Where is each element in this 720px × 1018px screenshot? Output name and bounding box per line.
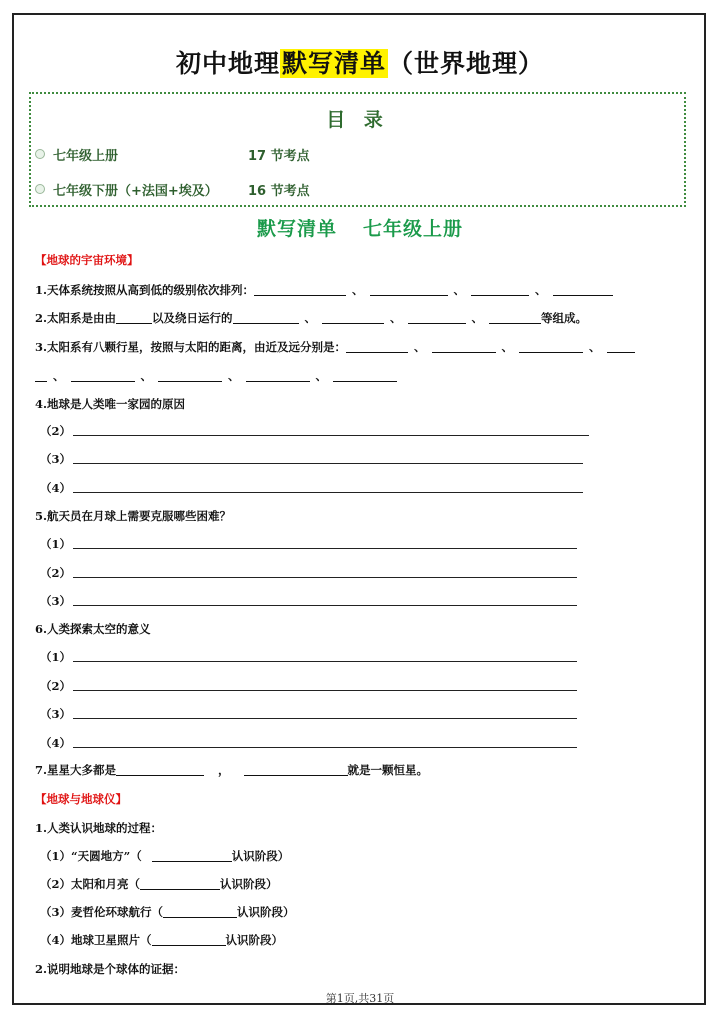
answer-blank[interactable]	[233, 311, 299, 324]
question-text: 2.太阳系是由由	[35, 311, 117, 325]
toc-heading: 目 录	[326, 109, 389, 131]
toc-item-count: 17 节考点	[248, 149, 310, 164]
toc-item-label: 七年级上册	[53, 149, 119, 164]
section-title-part1: 默写清单	[256, 218, 337, 240]
answer-blank[interactable]	[244, 763, 348, 776]
answer-label: （4）	[40, 481, 72, 495]
answer-label: （4）	[40, 736, 72, 750]
answer-line[interactable]	[73, 435, 589, 436]
toc-item-label: 七年级下册（+法国+埃及）	[53, 184, 218, 199]
answer-blank[interactable]	[553, 283, 613, 296]
answer-blank[interactable]	[408, 311, 466, 324]
title-suffix: （世界地理）	[388, 49, 545, 78]
answer-blank[interactable]	[158, 369, 222, 382]
section-title-part2: 七年级上册	[363, 218, 464, 240]
answer-line[interactable]	[73, 492, 583, 493]
answer-line[interactable]	[73, 577, 577, 578]
answer-blank[interactable]	[471, 283, 529, 296]
answer-blank[interactable]	[607, 340, 635, 353]
question-text: 7.星星大多都是	[35, 763, 117, 777]
answer-label: （2）	[40, 679, 72, 693]
answer-line[interactable]	[73, 548, 577, 549]
document-title	[0, 44, 720, 80]
answer-line[interactable]	[73, 690, 577, 691]
question-5: 5.航天员在月球上需要克服哪些困难？	[35, 509, 232, 523]
answer-label: （3）	[40, 452, 72, 466]
question-3: 3.太阳系有八颗行星，按照与太阳的距离，由近及远分别是： 、 、 、	[35, 339, 635, 355]
page-footer: 第1页,共31页	[325, 992, 395, 1005]
answer-blank[interactable]	[346, 340, 408, 353]
answer-blank[interactable]	[152, 849, 232, 862]
question-2: 2.太阳系是由由 以及绕日运行的 、 、 、 等组成。	[35, 311, 588, 325]
section-title	[0, 214, 720, 241]
answer-line[interactable]	[73, 605, 577, 606]
globe-question-1: 1.人类认识地球的过程：	[35, 821, 163, 835]
bullet-icon	[35, 149, 45, 159]
toc-item[interactable]	[35, 180, 310, 199]
answer-blank[interactable]	[116, 311, 152, 324]
bullet-icon	[35, 184, 45, 194]
answer-blank[interactable]	[370, 283, 448, 296]
toc-item-count: 16 节考点	[248, 184, 310, 199]
subheading-globe: 【地球与地球仪】	[35, 792, 127, 806]
answer-blank[interactable]	[35, 369, 47, 382]
answer-blank[interactable]	[333, 369, 397, 382]
answer-label: （3）	[40, 594, 72, 608]
answer-label: （2）	[40, 424, 72, 438]
answer-blank[interactable]	[432, 340, 496, 353]
table-of-contents	[29, 92, 686, 207]
globe-question-2: 2.说明地球是个球体的证据：	[35, 962, 186, 976]
globe-stage-row: （3）麦哲伦环球航行（ 认识阶段）	[40, 905, 295, 919]
answer-label: （3）	[40, 707, 72, 721]
answer-line[interactable]	[73, 661, 577, 662]
answer-blank[interactable]	[71, 369, 135, 382]
answer-blank[interactable]	[254, 283, 346, 296]
question-text: 1.天体系统按照从高到低的级别依次排列：	[35, 283, 255, 297]
answer-blank[interactable]	[519, 340, 583, 353]
question-3-continued: 、 、 、 、	[35, 368, 397, 384]
answer-blank[interactable]	[322, 311, 384, 324]
globe-stage-row: （4）地球卫星照片（ 认识阶段）	[40, 933, 284, 947]
answer-line[interactable]	[73, 747, 577, 748]
question-6: 6.人类探索太空的意义	[35, 622, 151, 636]
answer-line[interactable]	[73, 718, 577, 719]
answer-blank[interactable]	[246, 369, 310, 382]
title-highlight: 默写清单	[281, 49, 386, 78]
answer-blank[interactable]	[152, 933, 226, 946]
answer-blank[interactable]	[140, 877, 220, 890]
globe-stage-row: （2）太阳和月亮（ 认识阶段）	[40, 877, 278, 891]
title-prefix: 初中地理	[175, 49, 280, 78]
question-1: 1.天体系统按照从高到低的级别依次排列： 、 、 、	[35, 282, 613, 298]
answer-label: （2）	[40, 566, 72, 580]
answer-blank[interactable]	[163, 905, 237, 918]
question-4: 4.地球是人类唯一家园的原因	[35, 397, 186, 411]
answer-line[interactable]	[73, 463, 583, 464]
question-7: 7.星星大多都是 ， 就是一颗恒星。	[35, 763, 429, 777]
toc-item[interactable]	[35, 145, 310, 164]
globe-stage-row: （1）“天圆地方”（ 认识阶段）	[40, 849, 290, 863]
answer-label: （1）	[40, 537, 72, 551]
subheading-cosmic-environment: 【地球的宇宙环境】	[35, 253, 139, 267]
answer-label: （1）	[40, 650, 72, 664]
answer-blank[interactable]	[116, 763, 204, 776]
question-text: 3.太阳系有八颗行星，按照与太阳的距离，由近及远分别是：	[35, 340, 347, 354]
answer-blank[interactable]	[489, 311, 541, 324]
